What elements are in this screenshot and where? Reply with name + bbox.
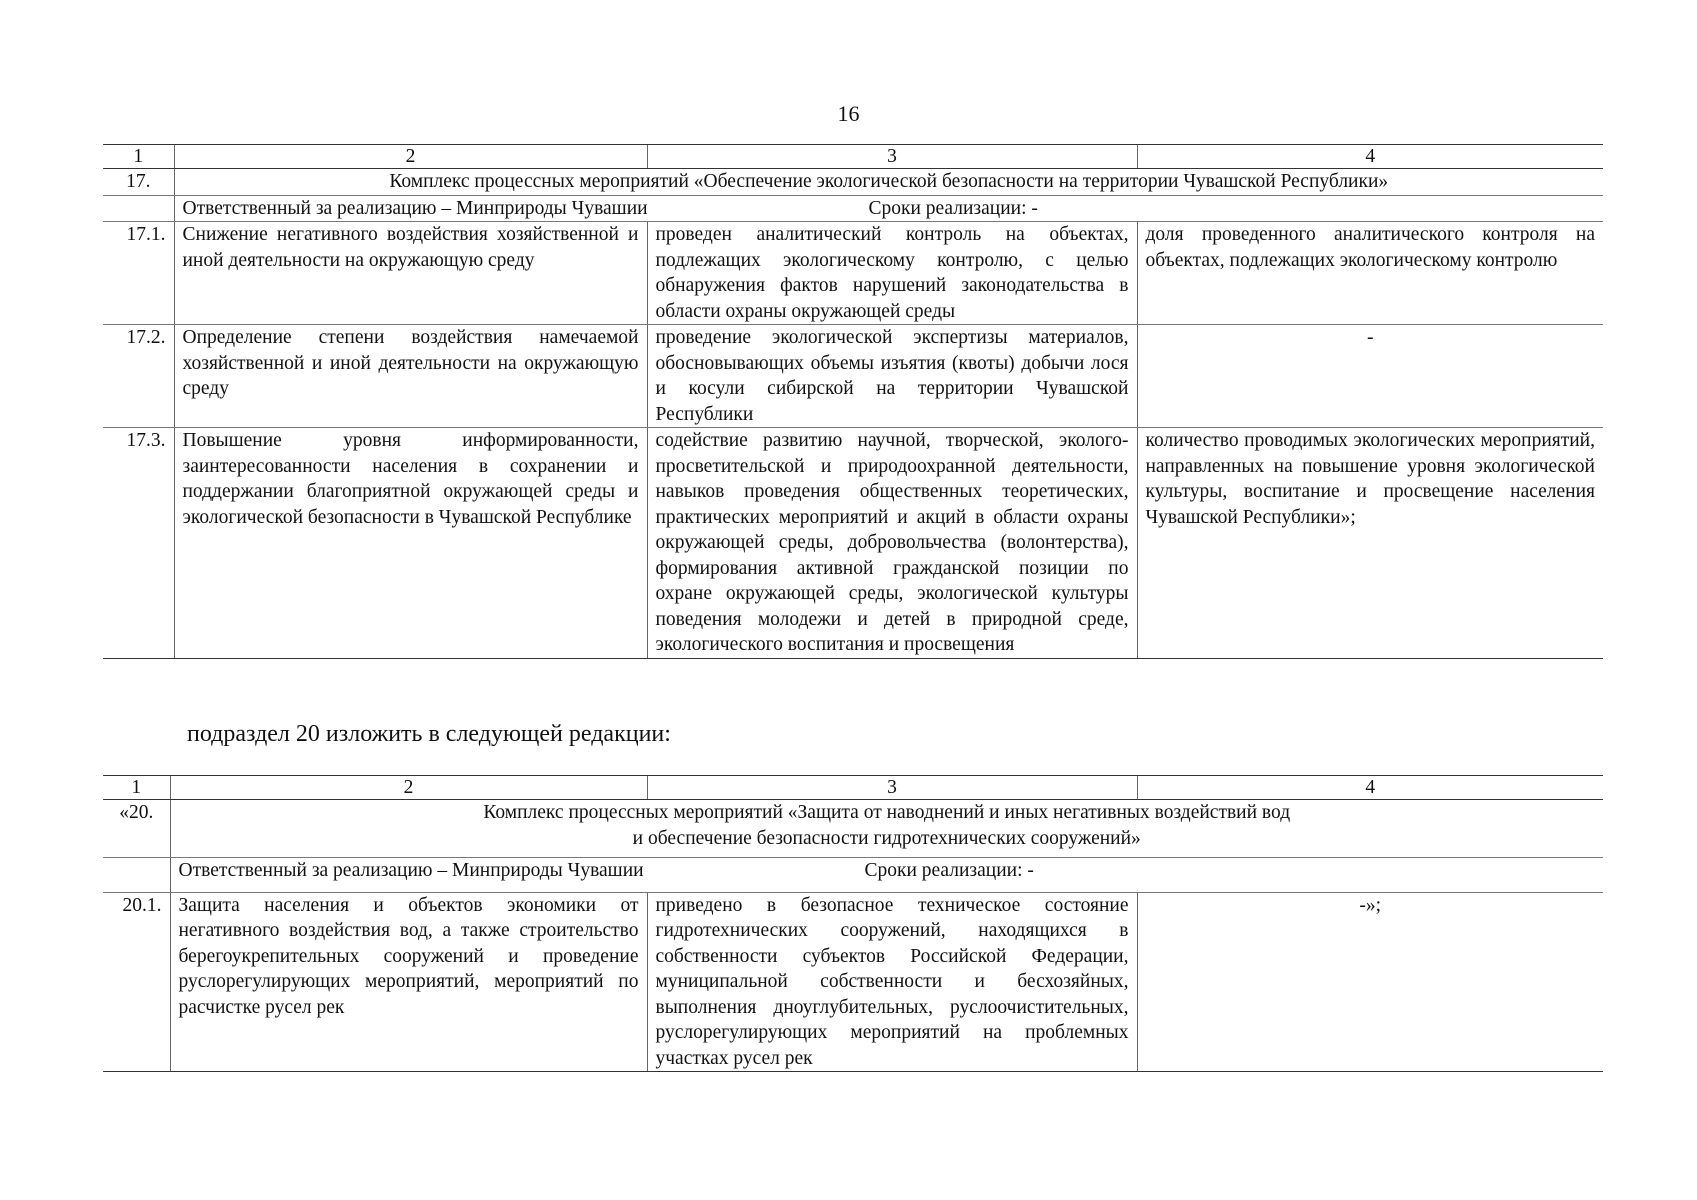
table-section-17 [103, 144, 1603, 659]
empty-cell [103, 195, 174, 222]
table-row [103, 892, 1603, 1072]
result-cell: проведение экологической экспертизы материалов, обосновывающих объемы изъятия (квоты) добычи лося и косули сибирской на территории Чувашской Республики [647, 325, 1137, 428]
terms-label: Сроки реализации: - [864, 860, 1034, 881]
page-number: 16 [837, 101, 860, 126]
responsible-label: Ответственный за реализацию – Минприроды Чувашии [182, 197, 648, 219]
responsible-cell [170, 858, 1603, 893]
column-number-3: 3 [647, 145, 1137, 169]
task-cell: Определение степени воздействия намечаемой хозяйственной и иной деятельности на окружающую среду [174, 325, 647, 428]
column-number-2: 2 [170, 776, 647, 800]
column-number-4: 4 [1137, 145, 1603, 169]
section-title-row [103, 169, 1603, 196]
section-title [170, 800, 1603, 858]
table-row [103, 428, 1603, 659]
indicator-cell: - [1137, 325, 1603, 428]
result-cell: проведен аналитический контроль на объектах, подлежащих экологическому контролю, с целью обнаружения фактов нарушений законодательства в области охраны окружающей среды [647, 222, 1137, 325]
column-number-3: 3 [647, 776, 1137, 800]
column-number-1: 1 [103, 145, 174, 169]
section-title: Комплекс процессных мероприятий «Обеспечение экологической безопасности на территории Чувашской Республики» [174, 169, 1603, 196]
column-number-4: 4 [1137, 776, 1603, 800]
section-number: «20. [103, 800, 170, 858]
row-number: 20.1. [103, 892, 170, 1072]
section-title-row [103, 800, 1603, 858]
table-row [103, 222, 1603, 325]
indicator-cell: количество проводимых экологических мероприятий, направленных на повышение уровня экологической культуры, воспитание и просвещение населения Чувашской Республики»; [1137, 428, 1603, 659]
task-cell: Повышение уровня информированности, заинтересованности населения в сохранении и поддержании благоприятной окружающей среды и экологической безопасности в Чувашской Республике [174, 428, 647, 659]
task-cell: Снижение негативного воздействия хозяйственной и иной деятельности на окружающую среду [174, 222, 647, 325]
indicator-cell: -»; [1137, 892, 1603, 1072]
responsible-row [103, 858, 1603, 893]
row-number: 17.2. [103, 325, 174, 428]
intro-paragraph: подраздел 20 изложить в следующей редакции: [187, 721, 671, 747]
responsible-row [103, 195, 1603, 222]
task-cell: Защита населения и объектов экономики от негативного воздействия вод, а также строительство берегоукрепительных сооружений и проведение руслорегулирующих мероприятий, мероприятий по расчистке русел рек [170, 892, 647, 1072]
column-number-2: 2 [174, 145, 647, 169]
result-cell: содействие развитию научной, творческой, эколого-просветительской и природоохранной деятельности, навыков проведения общественных теоретических, практических мероприятий и акций в области охраны окружающей среды, добровольчества (волонтерства), формирования активной гражданской позиции по охране окружающей среды, экологической культуры поведения молодежи и детей в природной среде, экологического воспитания и просвещения [647, 428, 1137, 659]
section-title-line-2: и обеспечение безопасности гидротехнических сооружений» [632, 827, 1141, 849]
terms-label: Сроки реализации: - [868, 197, 1038, 219]
row-number: 17.1. [103, 222, 174, 325]
section-number: 17. [103, 169, 174, 196]
table-header-row [103, 776, 1603, 800]
table-row [103, 325, 1603, 428]
indicator-cell: доля проведенного аналитического контроля на объектах, подлежащих экологическому контролю [1137, 222, 1603, 325]
responsible-label: Ответственный за реализацию – Минприроды Чувашии [178, 860, 644, 881]
result-cell: приведено в безопасное техническое состояние гидротехнических сооружений, находящихся в собственности субъектов Российской Федерации, муниципальной собственности и бесхозяйных, выполнения дноуглубительных, руслоочистительных, руслорегулирующих мероприятий на проблемных участках русел рек [647, 892, 1137, 1072]
responsible-cell [174, 195, 1603, 222]
section-title-line-1: Комплекс процессных мероприятий «Защита от наводнений и иных негативных воздействий вод [483, 802, 1291, 823]
column-number-1: 1 [103, 776, 170, 800]
table-section-20 [103, 775, 1603, 1072]
table-header-row [103, 145, 1603, 169]
empty-cell [103, 858, 170, 893]
row-number: 17.3. [103, 428, 174, 659]
